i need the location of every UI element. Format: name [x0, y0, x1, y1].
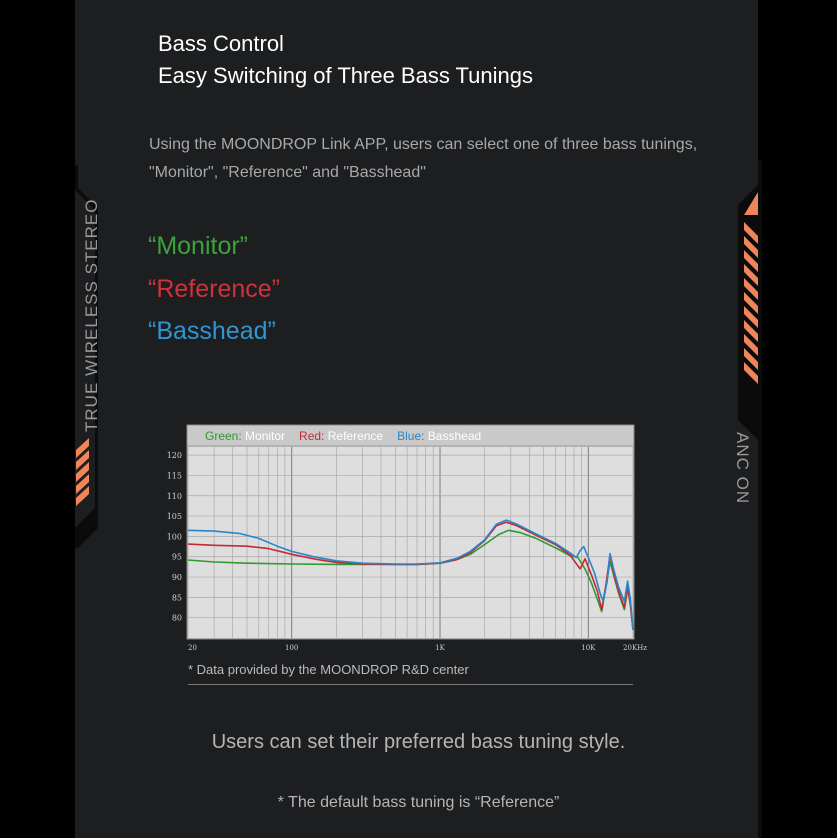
default-tuning-note: * The default bass tuning is “Reference”: [277, 794, 560, 811]
description-text: Using the MOONDROP Link APP, users can select one of three bass tunings, "Monitor", "Reference" and "Basshead": [149, 136, 698, 181]
y-tick-label: 90: [171, 573, 182, 583]
y-tick-label: 105: [166, 512, 182, 522]
x-tick-label: 10K: [581, 644, 596, 652]
legend-entry: Blue: Basshead: [397, 429, 482, 443]
y-tick-label: 115: [166, 471, 182, 481]
tuning-reference: “Reference”: [148, 275, 280, 303]
chart-footnote: * Data provided by the MOONDROP R&D center: [188, 662, 469, 677]
side-label-right: ANC ON: [733, 432, 752, 505]
y-tick-label: 120: [166, 451, 182, 461]
tuning-basshead: “Basshead”: [148, 317, 276, 345]
y-tick-label: 100: [166, 532, 182, 542]
tuning-monitor: “Monitor”: [148, 232, 249, 260]
page-subtitle: Easy Switching of Three Bass Tunings: [158, 63, 534, 88]
x-tick-label: 1K: [435, 644, 445, 652]
y-tick-label: 85: [171, 593, 182, 603]
x-tick-label: 20KHz: [623, 644, 647, 652]
left-stripe-icon: [76, 438, 89, 506]
y-tick-label: 95: [171, 552, 182, 562]
legend-entry: Green: Monitor: [205, 429, 286, 443]
y-tick-label: 80: [171, 613, 182, 623]
footnote-divider: [188, 684, 633, 685]
frequency-response-chart: [160, 424, 647, 656]
x-tick-label: 100: [284, 644, 299, 652]
summary-text: Users can set their preferred bass tuning style.: [211, 731, 626, 753]
legend-entry: Red: Reference: [299, 429, 384, 443]
page-title: Bass Control: [158, 31, 284, 56]
y-tick-label: 110: [166, 491, 182, 501]
side-label-left: TRUE WIRELESS STEREO: [82, 198, 101, 432]
x-tick-label: 20: [188, 644, 197, 652]
